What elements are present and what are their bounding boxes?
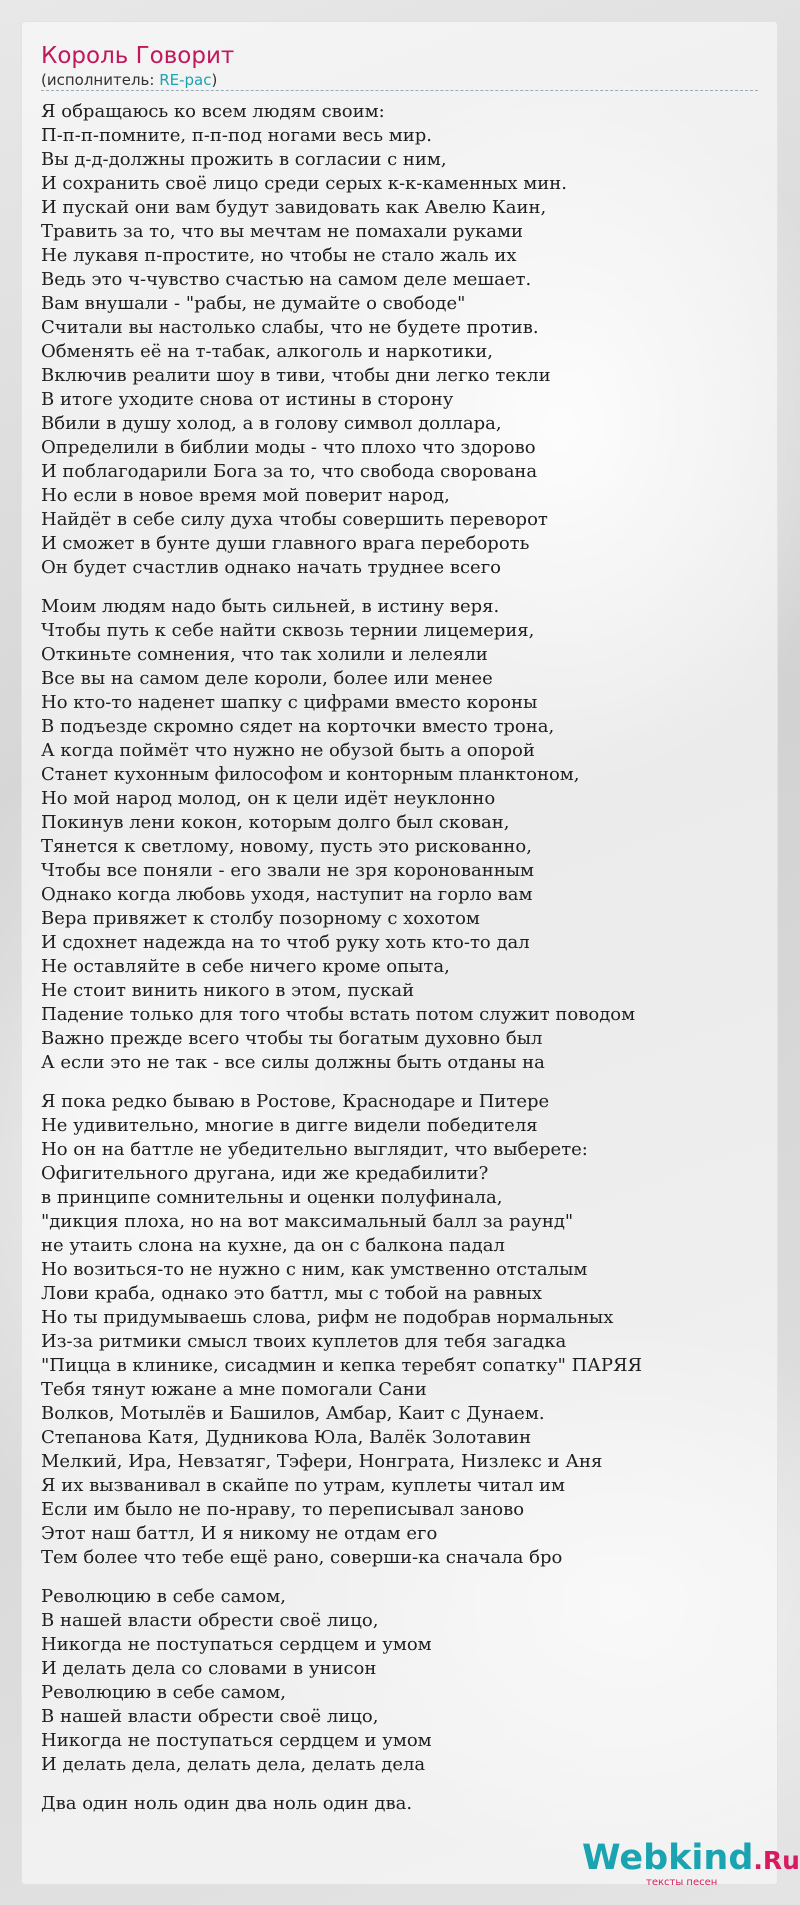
lyric-line: И поблагодарили Бога за то, что свобода своровaна: [41, 461, 538, 482]
lyric-line: Травить за то, что вы мечтам не помахали руками: [41, 221, 524, 242]
lyric-line: Не стоит винить никого в этом, пускай: [41, 980, 415, 1001]
lyrics-stanza: [41, 1585, 781, 1777]
lyric-line: Из-за ритмики смысл твоих куплетов для тебя загадка: [41, 1331, 567, 1352]
lyric-line: И сохранить своё лицо среди серых к-к-каменных мин.: [41, 173, 567, 194]
lyric-line: Важно прежде всего чтобы ты богатым духовно был: [41, 1028, 543, 1049]
lyrics-stanza: [41, 1090, 781, 1570]
lyric-line: Я пока редко бываю в Ростове, Краснодаре и Питере: [41, 1091, 550, 1112]
lyric-line: И сдохнет надежда на то чтоб руку хоть кто-то дал: [41, 932, 530, 953]
lyric-line: Найдёт в себе силу духа чтобы совершить переворот: [41, 509, 548, 530]
lyric-line: Но мой народ молод, он к цели идёт неуклонно: [41, 788, 496, 809]
lyric-line: В нашей власти обрести своё лицо,: [41, 1610, 379, 1631]
lyric-line: Но он на баттле не убедительно выглядит, что выберете:: [41, 1139, 588, 1160]
lyric-line: Вы д-д-должны прожить в согласии с ним,: [41, 149, 447, 170]
lyric-line: Покинув лени кокон, которым долго был скован,: [41, 812, 510, 833]
lyric-line: В нашей власти обрести своё лицо,: [41, 1706, 379, 1727]
lyric-line: А когда поймёт что нужно не обузой быть а опорой: [41, 740, 535, 761]
lyric-line: В итоге уходите снова от истины в сторону: [41, 389, 454, 410]
lyric-line: Он будет счастлив однако начать труднее всего: [41, 557, 501, 578]
lyric-line: не утаить слона на кухне, да он с балкона падал: [41, 1235, 505, 1256]
artist-prefix: (исполнитель:: [41, 71, 160, 89]
lyric-line: Вам внушали - "рабы, не думайте о свободе": [41, 293, 466, 314]
lyric-line: Падение только для того чтобы встать потом служит поводом: [41, 1004, 636, 1025]
lyric-line: "Пицца в клинике, сисадмин и кепка теребят сопатку" ПАРЯЯ: [41, 1355, 643, 1376]
lyric-line: Но ты придумываешь слова, рифм не подобрав нормальных: [41, 1307, 614, 1328]
lyric-line: Не оставляйте в себе ничего кроме опыта,: [41, 956, 450, 977]
lyric-line: И сможет в бунте души главного врага перебороть: [41, 533, 530, 554]
lyric-line: Мелкий, Ира, Невзатяг, Тэфери, Нонграта, Низлекс и Аня: [41, 1451, 603, 1472]
lyric-line: Но возиться-то не нужно с ним, как умственно отсталым: [41, 1259, 588, 1280]
lyric-line: Но кто-то наденет шапку с цифрами вместо короны: [41, 692, 538, 713]
lyric-line: "дикция плоха, но на вот максимальный балл за раунд": [41, 1211, 574, 1232]
logo-tagline: тексты песен: [646, 1877, 718, 1888]
lyric-line: Революцию в себе самом,: [41, 1682, 286, 1703]
lyric-line: П-п-п-помните, п-п-под ногами весь мир.: [41, 125, 432, 146]
lyric-line: Никогда не поступаться сердцем и умом: [41, 1730, 432, 1751]
lyric-line: Офигительного другана, иди же кредабилити?: [41, 1163, 489, 1184]
lyric-line: Я их вызванивал в скайпе по утрам, куплеты читал им: [41, 1475, 566, 1496]
logo-main-text: Webkind: [582, 1838, 754, 1878]
header-divider: [41, 90, 758, 91]
lyric-line: Тебя тянут южане а мне помогали Сани: [41, 1379, 427, 1400]
lyric-line: Тянется к светлому, новому, пусть это рискованно,: [41, 836, 532, 857]
artist-line: [41, 70, 217, 90]
lyric-line: Откиньте сомнения, что так холили и лелеяли: [41, 644, 488, 665]
lyric-line: Два один ноль один два ноль один два.: [41, 1793, 413, 1814]
lyric-line: И делать дела, делать дела, делать дела: [41, 1754, 426, 1775]
lyric-line: Если им было не по-нраву, то переписывал заново: [41, 1499, 525, 1520]
lyric-line: И делать дела со словами в унисон: [41, 1658, 377, 1679]
lyric-line: Включив реалити шоу в тиви, чтобы дни легко текли: [41, 365, 551, 386]
lyric-line: Вера привяжет к столбу позорному с хохотом: [41, 908, 480, 929]
lyric-line: Я обращаюсь ко всем людям своим:: [41, 101, 385, 122]
lyric-line: Волков, Мотылёв и Башилов, Амбар, Каит с Дунаем.: [41, 1403, 545, 1424]
lyric-line: Чтобы все поняли - его звали не зря коронованным: [41, 860, 535, 881]
lyric-line: Чтобы путь к себе найти сквозь тернии лицемерия,: [41, 620, 535, 641]
lyric-line: Степанова Катя, Дудникова Юла, Валёк Золотавин: [41, 1427, 532, 1448]
lyric-line: Считали вы настолько слабы, что не будете против.: [41, 317, 539, 338]
lyric-line: Определили в библии моды - что плохо что здорово: [41, 437, 536, 458]
lyric-line: И пускай они вам будут завидовать как Авелю Каин,: [41, 197, 547, 218]
lyric-line: Лови краба, однако это баттл, мы с тобой на равных: [41, 1283, 542, 1304]
lyric-line: Однако когда любовь уходя, наступит на горло вам: [41, 884, 533, 905]
lyric-line: в принципе сомнительны и оценки полуфинала,: [41, 1187, 503, 1208]
lyrics-body: [41, 100, 781, 1831]
lyric-line: Этот наш баттл, И я никому не отдам его: [41, 1523, 438, 1544]
lyric-line: Моим людям надо быть сильней, в истину веря.: [41, 596, 500, 617]
lyric-line: Вбили в душу холод, а в голову символ доллара,: [41, 413, 502, 434]
artist-suffix: ): [211, 71, 218, 89]
site-logo[interactable]: [582, 1836, 800, 1896]
lyric-line: Не лукавя п-простите, но чтобы не стало жаль их: [41, 245, 517, 266]
lyric-line: Не удивительно, многие в дигге видели победителя: [41, 1115, 538, 1136]
lyric-line: Все вы на самом деле короли, более или менее: [41, 668, 493, 689]
lyrics-stanza: [41, 595, 781, 1075]
lyric-line: Ведь это ч-чувство счастью на самом деле мешает.: [41, 269, 532, 290]
lyrics-stanza: [41, 100, 781, 580]
lyric-line: Тем более что тебе ещё рано, соверши-ка сначала бро: [41, 1547, 563, 1568]
lyric-line: Станет кухонным философом и конторным планктоном,: [41, 764, 580, 785]
lyric-line: В подъезде скромно сядет на корточки вместо трона,: [41, 716, 555, 737]
lyric-line: Никогда не поступаться сердцем и умом: [41, 1634, 432, 1655]
artist-link[interactable]: RE-pac: [159, 71, 212, 89]
logo-ru-text: .Ru: [753, 1846, 800, 1875]
logo-wordmark: [582, 1836, 800, 1883]
song-title: Король Говорит: [41, 43, 235, 69]
lyric-line: Революцию в себе самом,: [41, 1586, 286, 1607]
lyric-line: Обменять её на т-табак, алкоголь и наркотики,: [41, 341, 494, 362]
lyric-line: Но если в новое время мой поверит народ,: [41, 485, 450, 506]
lyric-line: А если это не так - все силы должны быть отданы на: [41, 1052, 545, 1073]
lyrics-stanza: [41, 1792, 781, 1816]
